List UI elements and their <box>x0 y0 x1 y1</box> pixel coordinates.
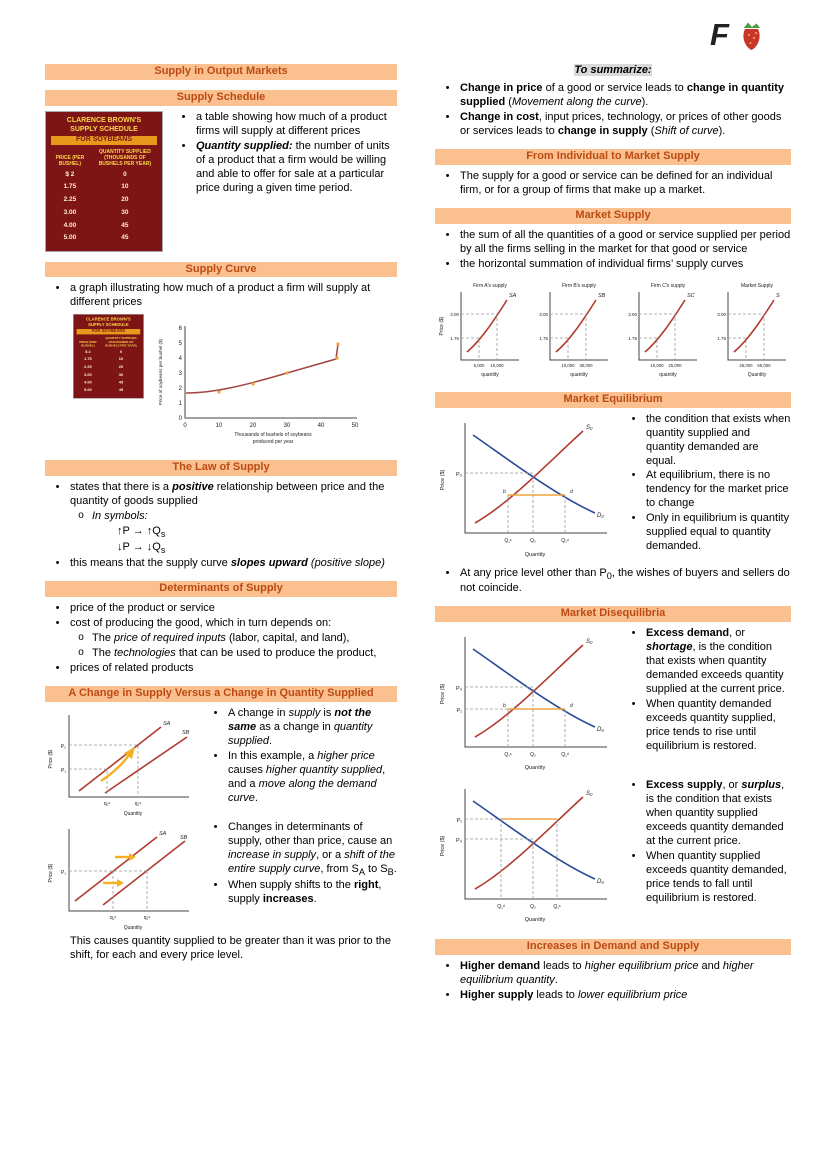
bullet-text: The price of required inputs (labor, capital, and land), <box>92 631 350 644</box>
curve-label: SB <box>180 834 188 841</box>
summary-heading: To summarize: <box>574 64 652 76</box>
list-item <box>171 111 397 139</box>
bullet-text: Change in price of a good or service leads to change in quantity supplied (Movement along the curve). <box>460 81 785 108</box>
quantity-label: Q₁ᵈ <box>497 904 505 911</box>
price-label: P₁ <box>60 869 66 876</box>
quantity-tick: 5,000 <box>473 362 485 368</box>
table-title: CLARENCE BROWN'S <box>66 116 142 124</box>
header-change-in-supply: A Change in Supply Versus a Change in Quantity Supplied <box>45 686 397 702</box>
right-column <box>435 64 791 1004</box>
bullet-marker: • <box>445 566 450 579</box>
supply-schedule-table <box>49 148 159 245</box>
col-header-price: PRICE (PER BUSHEL) <box>55 155 85 167</box>
list-item <box>435 82 791 110</box>
quantity-tick: 10,000 <box>490 362 504 368</box>
x-axis-label: Quantity <box>524 917 546 924</box>
list-item <box>45 662 397 676</box>
bullet-text: this means that the supply curve slopes upward (positive slope) <box>70 556 385 569</box>
bullet-marker: • <box>55 661 60 674</box>
x-axis-label: quantity <box>481 371 499 378</box>
supply-label: S₀ <box>586 639 593 646</box>
quantity-label: Q₁ᵈ <box>561 752 569 759</box>
header-market-disequilibria: Market Disequilibria <box>435 606 791 622</box>
price-label: P₁ <box>456 708 462 715</box>
quantity-tick: 30,000 <box>579 362 593 368</box>
list-item <box>45 557 397 571</box>
sub-bullet-marker: o <box>78 510 84 522</box>
firm-b-supply-chart <box>524 280 613 382</box>
list-item <box>435 960 791 988</box>
bullet-marker: • <box>445 989 450 1002</box>
list-item <box>435 170 791 198</box>
quantity-label: q₁ˢ <box>109 914 117 921</box>
list-item <box>435 229 791 257</box>
bullet-text: At any price level other than $P_0$, the wishes of buyers and sellers do not coincide. <box>460 566 790 595</box>
bullet-marker: • <box>55 601 60 614</box>
quantity-tick: 25,000 <box>739 362 753 368</box>
y-axis-label: Price ($) <box>440 835 446 857</box>
bullet-marker: • <box>631 850 636 863</box>
list-item <box>45 282 397 310</box>
x-tick: 0 <box>183 423 187 430</box>
supply-curve-line <box>186 344 338 393</box>
table-row: 2.25 20 <box>63 196 129 203</box>
brand-logo <box>708 14 766 56</box>
bullet-text: states that there is a positive relationship between price and the quantity of goods supplied <box>70 481 385 508</box>
list-item <box>203 821 397 879</box>
x-axis-label: Quantity <box>747 371 767 378</box>
bullet-text: Higher supply leads to lower equilibrium price <box>460 989 688 1002</box>
quantity-label: Q₀ <box>530 537 536 544</box>
header-determinants-of-supply: Determinants of Supply <box>45 581 397 597</box>
header-increases-in-demand-and-supply: Increases in Demand and Supply <box>435 939 791 955</box>
y-axis-label: Price ($) <box>440 469 446 490</box>
excess-supply-chart <box>435 779 613 929</box>
price-tick: 3.00 <box>717 311 726 317</box>
bullet-marker: • <box>445 169 450 182</box>
bullet-text: Quantity supplied: the number of units of a product that a firm would be willing and able to offer for sale at a particular price during a given time period. <box>196 139 390 194</box>
demand-label: D₀ <box>597 727 604 734</box>
y-axis-label: Price ($) <box>439 316 445 336</box>
quantity-label: Q₀ <box>530 752 536 759</box>
header-law-of-supply: The Law of Supply <box>45 460 397 476</box>
list-item <box>621 850 791 906</box>
y-tick: 5 <box>178 341 182 348</box>
price-label: P₀ <box>456 686 462 693</box>
list-item <box>621 469 791 511</box>
strawberry-icon <box>743 23 760 51</box>
list-item <box>45 602 397 616</box>
list-item <box>203 750 397 806</box>
bullet-marker: • <box>213 749 218 762</box>
excess-demand-chart <box>435 627 613 777</box>
quantity-tick: 10,000 <box>650 362 664 368</box>
header-market-supply: Market Supply <box>435 208 791 224</box>
list-item <box>203 707 397 749</box>
supply-label: S₀ <box>586 791 593 798</box>
y-tick: 3 <box>178 371 182 378</box>
price-label: P₀ <box>456 838 462 845</box>
bullet-marker: • <box>445 110 450 123</box>
bullet-marker: • <box>181 110 186 123</box>
x-tick: 40 <box>317 423 325 430</box>
price-label: P₁ <box>60 767 66 774</box>
x-axis-label: quantity <box>659 371 677 378</box>
bullet-text: the condition that exists when quantity supplied and quantity demanded are equal. <box>646 412 791 467</box>
list-item <box>45 481 397 509</box>
header-market-equilibrium: Market Equilibrium <box>435 392 791 408</box>
quantity-label: Q₁ˢ <box>504 537 512 544</box>
bullet-text: At equilibrium, there is no tendency for the market price to change <box>646 469 789 510</box>
list-item <box>70 647 397 661</box>
firm-a-supply-chart <box>435 280 524 382</box>
panel-title: Firm A's supply <box>473 282 507 289</box>
bullet-marker: • <box>631 627 636 640</box>
y-tick: 0 <box>178 416 182 423</box>
supply-schedule-table-figure <box>45 111 163 252</box>
point-label: d <box>570 703 573 710</box>
x-tick: 30 <box>283 423 291 430</box>
list-item <box>171 140 397 196</box>
x-axis-label: quantity <box>570 371 588 378</box>
panel-title: Firm B's supply <box>561 282 597 289</box>
bullet-marker: • <box>445 960 450 973</box>
price-label: P₂ <box>60 743 66 750</box>
demand-label: D₀ <box>597 879 604 886</box>
bullet-text: Changes in determinants of supply, other than price, cause an increase in supply, or a shift of the entire supply curve, from $S_A$ to $S_B$. <box>228 820 397 877</box>
table-title: SUPPLY SCHEDULE <box>70 126 138 134</box>
curve-label: SA <box>159 830 167 837</box>
list-item <box>70 510 397 524</box>
price-tick: 3.00 <box>539 311 548 317</box>
market-equilibrium-chart <box>435 413 613 565</box>
firm-c-supply-chart <box>613 280 702 382</box>
list-item <box>435 258 791 272</box>
x-axis-label: Quantity <box>524 765 546 772</box>
list-item <box>435 989 791 1003</box>
bullet-marker: • <box>213 879 218 892</box>
bullet-text: When quantity supplied exceeds quantity demanded, price tends to fall until equilibrium is restored. <box>646 850 787 905</box>
y-axis-label: Price ($) <box>48 863 54 883</box>
y-tick: 2 <box>178 386 182 393</box>
x-tick: 20 <box>249 423 257 430</box>
bullet-marker: • <box>631 512 636 525</box>
logo-letter: F <box>710 17 729 52</box>
bullet-marker: • <box>213 820 218 833</box>
list-item <box>435 111 791 139</box>
y-tick: 6 <box>178 326 182 333</box>
bullet-marker: • <box>181 139 186 152</box>
bullet-text: a table showing how much of a product firms will supply at different prices <box>196 110 387 137</box>
bullet-text: price of the product or service <box>70 601 215 614</box>
supply-shift-chart <box>45 821 195 933</box>
x-tick: 50 <box>351 423 359 430</box>
header-supply-curve: Supply Curve <box>45 262 397 278</box>
curve-label: SC <box>687 292 695 299</box>
left-column <box>45 64 397 1004</box>
list-item <box>45 617 397 631</box>
price-label: P₀ <box>456 471 462 478</box>
bullet-text: A change in supply is not the same as a change in quantity supplied. <box>228 706 373 747</box>
bullet-marker: • <box>445 228 450 241</box>
y-axis-label: Price ($) <box>48 749 54 769</box>
table-row: 1.75 10 <box>63 183 129 191</box>
x-tick: 10 <box>215 423 223 430</box>
x-axis-label: Quantity <box>524 551 546 558</box>
y-axis-label: Price of soybeans per bushel ($) <box>158 339 163 406</box>
list-item <box>621 413 791 469</box>
bullet-text: Change in cost, input prices, technology, or prices of other goods or services leads to change in supply (Shift of curve). <box>460 110 782 137</box>
bullet-text: the horizontal summation of individual firms’ supply curves <box>460 257 744 270</box>
firm-supply-figure <box>435 280 791 382</box>
curve-label: S <box>776 292 780 299</box>
bullet-marker: • <box>631 698 636 711</box>
quantity-tick: 10,000 <box>561 362 575 368</box>
table-row: 3.00 30 <box>63 208 129 216</box>
supply-symbols-line: ↑P → $↑Q_s$ <box>117 525 166 540</box>
supply-symbols-line: ↓P → $↓Q_s$ <box>117 541 166 556</box>
list-item <box>621 779 791 849</box>
y-tick: 1 <box>178 401 182 408</box>
bullet-text: In symbols: <box>92 510 148 523</box>
list-item <box>70 632 397 646</box>
move-along-curve-chart <box>45 707 195 819</box>
bullet-marker: • <box>55 616 60 629</box>
header-supply-schedule: Supply Schedule <box>45 90 397 106</box>
supply-label: S₀ <box>586 424 593 431</box>
price-tick: 3.00 <box>450 311 459 317</box>
paragraph: This causes quantity supplied to be greater than it was prior to the shift, for each and every price level. <box>70 934 392 961</box>
arrowhead <box>117 879 124 887</box>
bullet-text: Excess supply, or surplus, is the condition that exists when quantity supplied exceeds quantity demanded at the current price. <box>646 779 785 848</box>
table-row: 5.00 45 <box>63 234 129 242</box>
panel-title: Firm C's supply <box>650 282 686 289</box>
y-axis-label: Price ($) <box>440 683 446 705</box>
price-tick: 1.75 <box>539 335 548 341</box>
bullet-text: In this example, a higher price causes higher quantity supplied, and a move along the demand curve. <box>228 749 386 804</box>
bullet-marker: • <box>213 706 218 719</box>
price-tick: 1.75 <box>628 335 637 341</box>
price-label: P₁ <box>456 818 462 825</box>
bullet-text: The supply for a good or service can be defined for an individual firm, or for a group of firms that make up a market. <box>460 169 773 196</box>
bullet-text: Excess demand, or shortage, is the condition that exists when quantity demanded exceeds quantity supplied at the current price. <box>646 627 785 696</box>
bullet-marker: • <box>445 257 450 270</box>
supply-curve-figure <box>73 314 397 450</box>
supply-schedule-mini-table: CLARENCE BROWN'S SUPPLY SCHEDULE FOR SOYBEANS PRICE (PER BUSHEL) QUANTITY SUPPLIED (THOUSANDS OF BUSHELS PER YEAR) $ 2 0 1.75 10 2.25 20 3.00 30 4.00 45 5.00 45 <box>73 314 145 420</box>
quantity-label: Q₁ˢ <box>504 752 512 759</box>
header-supply-in-output-markets: Supply in Output Markets <box>45 64 397 80</box>
table-subtitle: FOR SOYBEANS <box>51 136 157 145</box>
supply-curve-chart <box>153 314 365 450</box>
quantity-label: Q₀ <box>530 904 536 911</box>
bullet-text: When supply shifts to the right, supply increases. <box>228 879 382 906</box>
x-axis-label: produced per year <box>252 439 294 446</box>
arrowhead <box>124 747 135 759</box>
curve-label: SA <box>509 292 517 299</box>
bullet-marker: • <box>631 412 636 425</box>
panel-title: Market Supply <box>741 282 773 289</box>
bullet-text: When quantity demanded exceeds quantity supplied, price tends to rise until equilibrium is restored. <box>646 698 776 753</box>
bullet-marker: • <box>55 481 60 494</box>
y-tick: 4 <box>178 356 182 363</box>
bullet-marker: • <box>55 282 60 295</box>
list-item <box>435 567 791 597</box>
list-item <box>621 512 791 554</box>
price-tick: 1.75 <box>717 335 726 341</box>
curve-label: SB <box>182 729 190 736</box>
bullet-marker: • <box>631 779 636 792</box>
bullet-text: Only in equilibrium is quantity supplied equal to quantity demanded. <box>646 512 790 553</box>
price-tick: 1.75 <box>450 335 459 341</box>
point-label: b <box>503 703 506 710</box>
list-item <box>621 627 791 697</box>
quantity-tick: 25,000 <box>668 362 682 368</box>
market-supply-chart <box>702 280 791 382</box>
bullet-text: the sum of all the quantities of a good or service supplied per period by all the firms selling in the market for that good or service <box>460 228 791 255</box>
bullet-text: Higher demand leads to higher equilibrium price and higher equilibrium quantity. <box>460 960 754 987</box>
bullet-text: prices of related products <box>70 661 194 674</box>
sub-bullet-marker: o <box>78 646 84 658</box>
quantity-label: q₂ˢ <box>134 800 142 807</box>
quantity-label: Q₁ᵈ <box>561 537 569 544</box>
quantity-label: q₂ˢ <box>143 914 151 921</box>
x-axis-label: Thousands of bushels of soybeans <box>234 432 312 439</box>
bullet-text: The technologies that can be used to produce the product, <box>92 646 377 659</box>
quantity-label: q₁ˢ <box>103 800 111 807</box>
demand-label: D₀ <box>597 512 604 519</box>
quantity-tick: 65,000 <box>757 362 771 368</box>
table-row: $ 2 0 <box>65 170 127 178</box>
bullet-marker: • <box>445 81 450 94</box>
bullet-marker: • <box>55 556 60 569</box>
price-tick: 3.00 <box>628 311 637 317</box>
x-axis-label: Quantity <box>123 810 143 817</box>
table-row: 4.00 45 <box>63 221 129 229</box>
curve-label: SB <box>598 292 606 299</box>
point-label: b <box>503 488 506 495</box>
list-item <box>203 879 397 907</box>
x-axis-label: Quantity <box>123 924 143 931</box>
data-point-markers <box>218 343 340 394</box>
bullet-marker: • <box>631 469 636 482</box>
sub-bullet-marker: o <box>78 631 84 643</box>
curve-label: SA <box>163 720 171 727</box>
col-header-quantity: QUANTITY SUPPLIED (THOUSANDS OF BUSHELS PER YEAR) <box>98 149 152 167</box>
header-individual-to-market-supply: From Individual to Market Supply <box>435 149 791 165</box>
point-label: d <box>570 488 573 495</box>
quantity-label: Q₁ˢ <box>553 904 561 911</box>
bullet-text: cost of producing the good, which in turn depends on: <box>70 616 332 629</box>
bullet-text: a graph illustrating how much of a product a firm will supply at different prices <box>70 282 371 309</box>
list-item <box>621 698 791 754</box>
